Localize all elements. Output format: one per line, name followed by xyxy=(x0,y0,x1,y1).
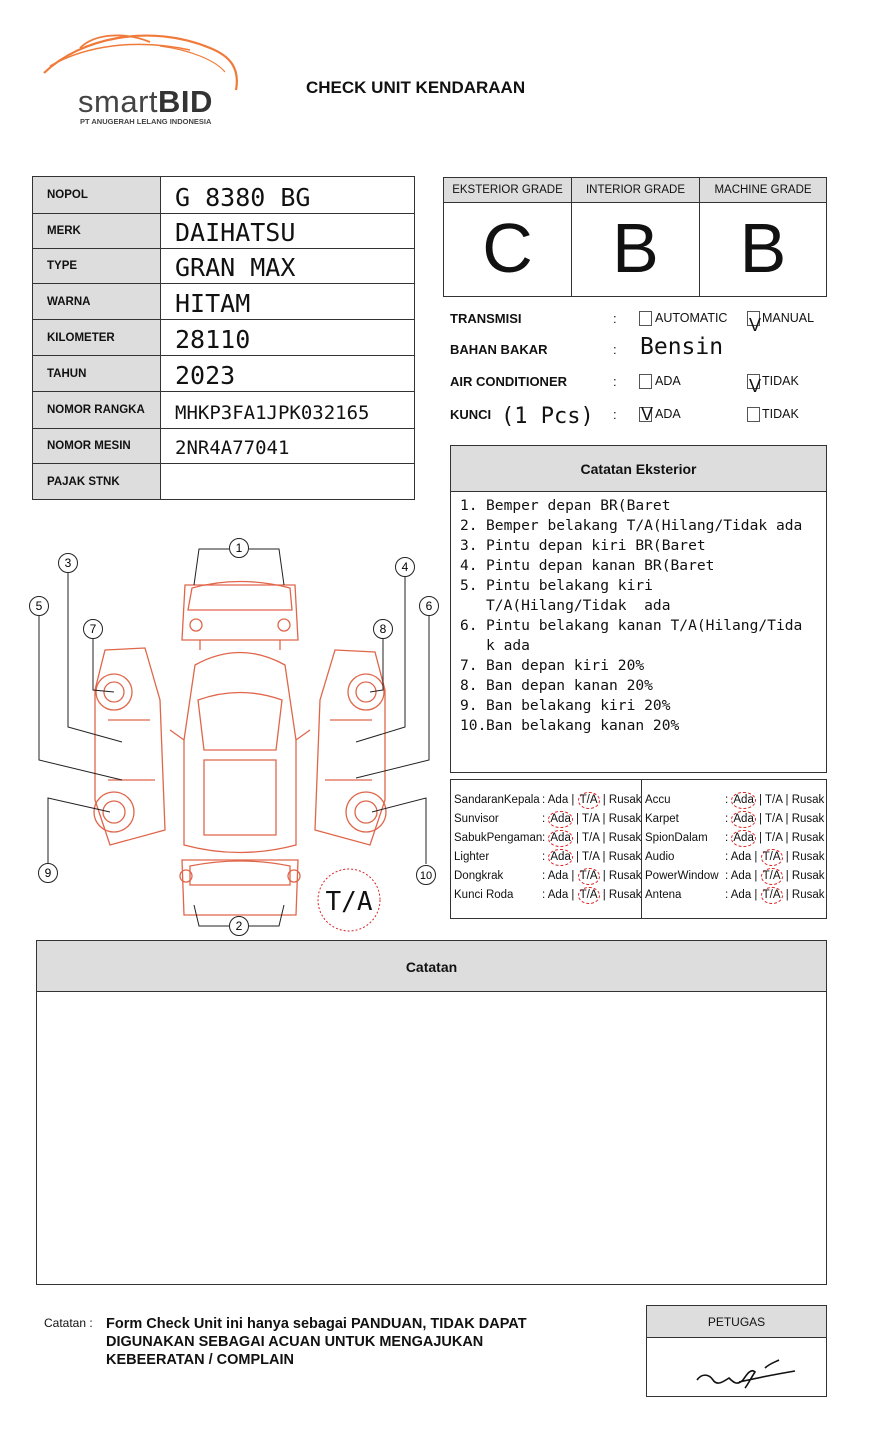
info-label: NOMOR MESIN xyxy=(33,429,161,463)
checklist-option[interactable]: Rusak xyxy=(608,851,642,863)
accessory-checklist xyxy=(450,779,827,919)
grade-machine xyxy=(700,178,826,296)
info-row-kilometer xyxy=(33,320,414,356)
callout-lines xyxy=(39,549,429,926)
ta-stamp-text: T/A xyxy=(325,887,373,917)
checklist-item-name: Dongkrak xyxy=(454,870,504,882)
list-item: 8. Ban depan kanan 20% xyxy=(460,677,653,694)
ac-tidak-option: TIDAK xyxy=(762,374,799,388)
grade-label: EKSTERIOR GRADE xyxy=(444,178,571,203)
checklist-options: : Ada | T/A | Rusak xyxy=(725,867,825,886)
marker-label: 2 xyxy=(235,919,243,933)
checklist-option[interactable]: Rusak xyxy=(791,794,825,806)
checklist-options: : Ada | T/A | Rusak xyxy=(725,848,825,867)
checklist-option[interactable]: T/A xyxy=(765,813,783,825)
checklist-item-name: Antena xyxy=(645,889,682,901)
checklist-option[interactable]: T/A xyxy=(582,813,600,825)
checklist-option[interactable]: Rusak xyxy=(791,889,825,901)
manual-option: MANUAL xyxy=(762,311,815,325)
kunci-tidak-option: TIDAK xyxy=(762,407,799,421)
logo-subtitle: PT ANUGERAH LELANG INDONESIA xyxy=(80,117,212,126)
marker-label: 5 xyxy=(35,599,43,613)
info-value: DAIHATSU xyxy=(175,218,296,247)
checklist-option[interactable]: T/A xyxy=(578,868,600,885)
manual-check-mark: V xyxy=(749,315,762,335)
signature-image xyxy=(647,1338,826,1396)
checklist-option[interactable]: T/A xyxy=(761,849,783,866)
list-item: 7. Ban depan kiri 20% xyxy=(460,657,645,674)
checklist-item-name: PowerWindow xyxy=(645,870,719,882)
checklist-item-name: SpionDalam xyxy=(645,832,708,844)
marker-label: 9 xyxy=(44,866,52,880)
info-row-nomor-mesin xyxy=(33,429,414,464)
bahan-bakar-label: BAHAN BAKAR xyxy=(450,342,548,357)
info-value: 2NR4A77041 xyxy=(175,437,290,459)
checklist-option[interactable]: Rusak xyxy=(791,870,825,882)
info-label: NOMOR RANGKA xyxy=(33,392,161,428)
grade-value: B xyxy=(739,209,787,287)
list-item: 9. Ban belakang kiri 20% xyxy=(460,697,671,714)
checklist-option[interactable]: Ada xyxy=(548,849,572,866)
exterior-notes-heading: Catatan Eksterior xyxy=(451,446,826,492)
footer-disclaimer: Form Check Unit ini hanya sebagai PANDUAN, TIDAK DAPAT DIGUNAKAN SEBAGAI ACUAN UNTUK MENGAJUKAN KEBEERATAN / COMPLAIN xyxy=(106,1316,527,1368)
checklist-row-right xyxy=(645,886,825,905)
logo-wordmark: smartBID xyxy=(78,84,213,119)
info-label: WARNA xyxy=(33,284,161,319)
list-item: 6. Pintu belakang kanan T/A(Hilang/Tida k ada xyxy=(460,617,803,654)
marker-label: 4 xyxy=(401,560,409,574)
info-label: PAJAK STNK xyxy=(33,464,161,499)
colon: : xyxy=(613,311,617,326)
info-value: G 8380 BG xyxy=(175,183,311,212)
notes-body[interactable] xyxy=(37,992,826,1282)
info-value xyxy=(161,464,414,499)
diagram-markers xyxy=(30,539,439,936)
info-row-pajak-stnk xyxy=(33,464,414,499)
checklist-row-right xyxy=(645,829,825,848)
list-item: 10. Ban belakang kanan 20% xyxy=(460,717,680,734)
grade-exterior xyxy=(444,178,572,296)
car-damage-diagram xyxy=(0,530,445,940)
checklist-options: : Ada | T/A | Rusak xyxy=(725,829,824,848)
marker-label: 7 xyxy=(89,622,97,636)
checklist-option[interactable]: Ada xyxy=(547,870,569,882)
info-value: GRAN MAX xyxy=(175,253,296,282)
checklist-options: : Ada | T/A | Rusak xyxy=(542,810,641,829)
info-row-nomor-rangka xyxy=(33,392,414,429)
checklist-options: : Ada | T/A | Rusak xyxy=(542,791,642,810)
checklist-option[interactable]: Rusak xyxy=(791,851,825,863)
checklist-item-name: Lighter xyxy=(454,851,490,863)
info-row-nopol xyxy=(33,177,414,214)
exterior-notes-list xyxy=(451,492,826,736)
ac-label: AIR CONDITIONER xyxy=(450,374,567,389)
checklist-option[interactable]: Ada xyxy=(730,851,752,863)
info-value: MHKP3FA1JPK032165 xyxy=(175,402,370,424)
checklist-option[interactable]: Rusak xyxy=(791,832,825,844)
grade-label: MACHINE GRADE xyxy=(700,178,826,203)
checklist-row-left xyxy=(454,829,642,848)
checklist-options: : Ada | T/A | Rusak xyxy=(542,848,641,867)
checklist-option[interactable]: Ada xyxy=(548,811,572,828)
checklist-row-right xyxy=(645,867,825,886)
kunci-tidak-checkbox[interactable] xyxy=(747,407,760,422)
checklist-option[interactable]: T/A xyxy=(765,832,783,844)
checklist-options: : Ada | T/A | Rusak xyxy=(725,810,824,829)
grade-table xyxy=(443,177,827,297)
checklist-row-left xyxy=(454,886,642,905)
kunci-label: KUNCI xyxy=(450,407,492,422)
checklist-option[interactable]: Ada xyxy=(547,889,569,901)
checklist-options: : Ada | T/A | Rusak xyxy=(542,867,642,886)
car-outline xyxy=(94,582,386,916)
checklist-option[interactable]: T/A xyxy=(578,792,600,809)
info-label: MERK xyxy=(33,214,161,248)
bahan-bakar-value: Bensin xyxy=(640,334,724,360)
ac-tidak-check-mark: V xyxy=(749,376,762,396)
grade-value: B xyxy=(612,209,659,287)
petugas-heading: PETUGAS xyxy=(647,1306,826,1338)
checklist-options: : Ada | T/A | Rusak xyxy=(542,886,642,905)
checklist-option[interactable]: Rusak xyxy=(791,813,825,825)
colon: : xyxy=(613,374,617,389)
kunci-ada-check-mark: V xyxy=(641,404,654,424)
info-value: 28110 xyxy=(175,325,251,354)
checklist-option[interactable]: T/A xyxy=(761,868,783,885)
page-title: CHECK UNIT KENDARAAN xyxy=(306,78,526,97)
checklist-item-name: Kunci Roda xyxy=(454,889,514,901)
colon: : xyxy=(613,342,617,357)
automatic-option: AUTOMATIC xyxy=(655,311,728,325)
checklist-option[interactable]: Rusak xyxy=(608,832,642,844)
checklist-row-right xyxy=(645,791,825,810)
info-row-warna xyxy=(33,284,414,320)
checklist-option[interactable]: T/A xyxy=(761,887,783,904)
checklist-option[interactable]: T/A xyxy=(582,851,600,863)
checklist-options: : Ada | T/A | Rusak xyxy=(725,886,825,905)
list-item: 1. Bemper depan BR(Baret xyxy=(460,497,671,514)
list-item: 5. Pintu belakang kiri T/A(Hilang/Tidak ada xyxy=(460,577,671,614)
info-label: TYPE xyxy=(33,249,161,283)
info-label: TAHUN xyxy=(33,356,161,391)
exterior-notes-panel xyxy=(450,445,827,773)
marker-label: 1 xyxy=(235,541,243,555)
colon: : xyxy=(613,407,617,422)
kunci-count: (1 Pcs) xyxy=(501,404,594,429)
checklist-option[interactable]: T/A xyxy=(765,794,783,806)
checklist-item-name: Audio xyxy=(645,851,675,863)
marker-label: 10 xyxy=(419,870,433,882)
notes-heading: Catatan xyxy=(37,941,826,992)
kunci-ada-option: ADA xyxy=(655,407,681,421)
checklist-option[interactable]: Ada xyxy=(731,830,755,847)
marker-label: 8 xyxy=(379,622,387,636)
checklist-item-name: Accu xyxy=(645,794,671,806)
petugas-box xyxy=(646,1305,827,1397)
checklist-row-left xyxy=(454,791,642,810)
checklist-item-name: Sunvisor xyxy=(454,813,499,825)
checklist-row-right xyxy=(645,810,825,829)
vehicle-info-table xyxy=(32,176,415,500)
grade-value: C xyxy=(482,209,533,287)
checklist-option[interactable]: Ada xyxy=(731,811,755,828)
transmisi-label: TRANSMISI xyxy=(450,311,522,326)
marker-label: 3 xyxy=(64,556,72,570)
checklist-options: : Ada | T/A | Rusak xyxy=(542,829,641,848)
info-value: 2023 xyxy=(175,361,236,390)
checklist-option[interactable]: T/A xyxy=(578,887,600,904)
checklist-row-left xyxy=(454,867,642,886)
grade-interior xyxy=(572,178,700,296)
checklist-option[interactable]: Ada xyxy=(730,870,752,882)
notes-panel xyxy=(36,940,827,1285)
checklist-option[interactable]: Ada xyxy=(731,792,755,809)
ac-ada-checkbox[interactable] xyxy=(639,374,652,389)
footer-label: Catatan : xyxy=(44,1316,93,1330)
checklist-option[interactable]: Rusak xyxy=(608,870,642,882)
list-item: 4. Pintu depan kanan BR(Baret xyxy=(460,557,715,574)
checklist-item-name: SandaranKepala xyxy=(454,794,540,806)
info-value: HITAM xyxy=(175,289,251,318)
checklist-option[interactable]: T/A xyxy=(582,832,600,844)
checklist-row-left xyxy=(454,848,642,867)
list-item: 2. Bemper belakang T/A(Hilang/Tidak ada xyxy=(460,517,803,534)
checklist-option[interactable]: Rusak xyxy=(608,794,642,806)
checklist-item-name: SabukPengaman xyxy=(454,832,543,844)
grade-label: INTERIOR GRADE xyxy=(572,178,699,203)
checklist-option[interactable]: Ada xyxy=(730,889,752,901)
automatic-checkbox[interactable] xyxy=(639,311,652,326)
info-row-merk xyxy=(33,214,414,249)
checklist-row-right xyxy=(645,848,825,867)
checklist-row-left xyxy=(454,810,642,829)
marker-label: 6 xyxy=(425,599,433,613)
checklist-option[interactable]: Rusak xyxy=(608,889,642,901)
checklist-options: : Ada | T/A | Rusak xyxy=(725,791,824,810)
info-label: NOPOL xyxy=(33,177,161,213)
checklist-item-name: Karpet xyxy=(645,813,679,825)
checklist-option[interactable]: Ada xyxy=(548,830,572,847)
checklist-option[interactable]: Rusak xyxy=(608,813,642,825)
checklist-option[interactable]: Ada xyxy=(547,794,569,806)
ac-ada-option: ADA xyxy=(655,374,681,388)
list-item: 3. Pintu depan kiri BR(Baret xyxy=(460,537,706,554)
info-label: KILOMETER xyxy=(33,320,161,355)
info-row-tahun xyxy=(33,356,414,392)
info-row-type xyxy=(33,249,414,284)
